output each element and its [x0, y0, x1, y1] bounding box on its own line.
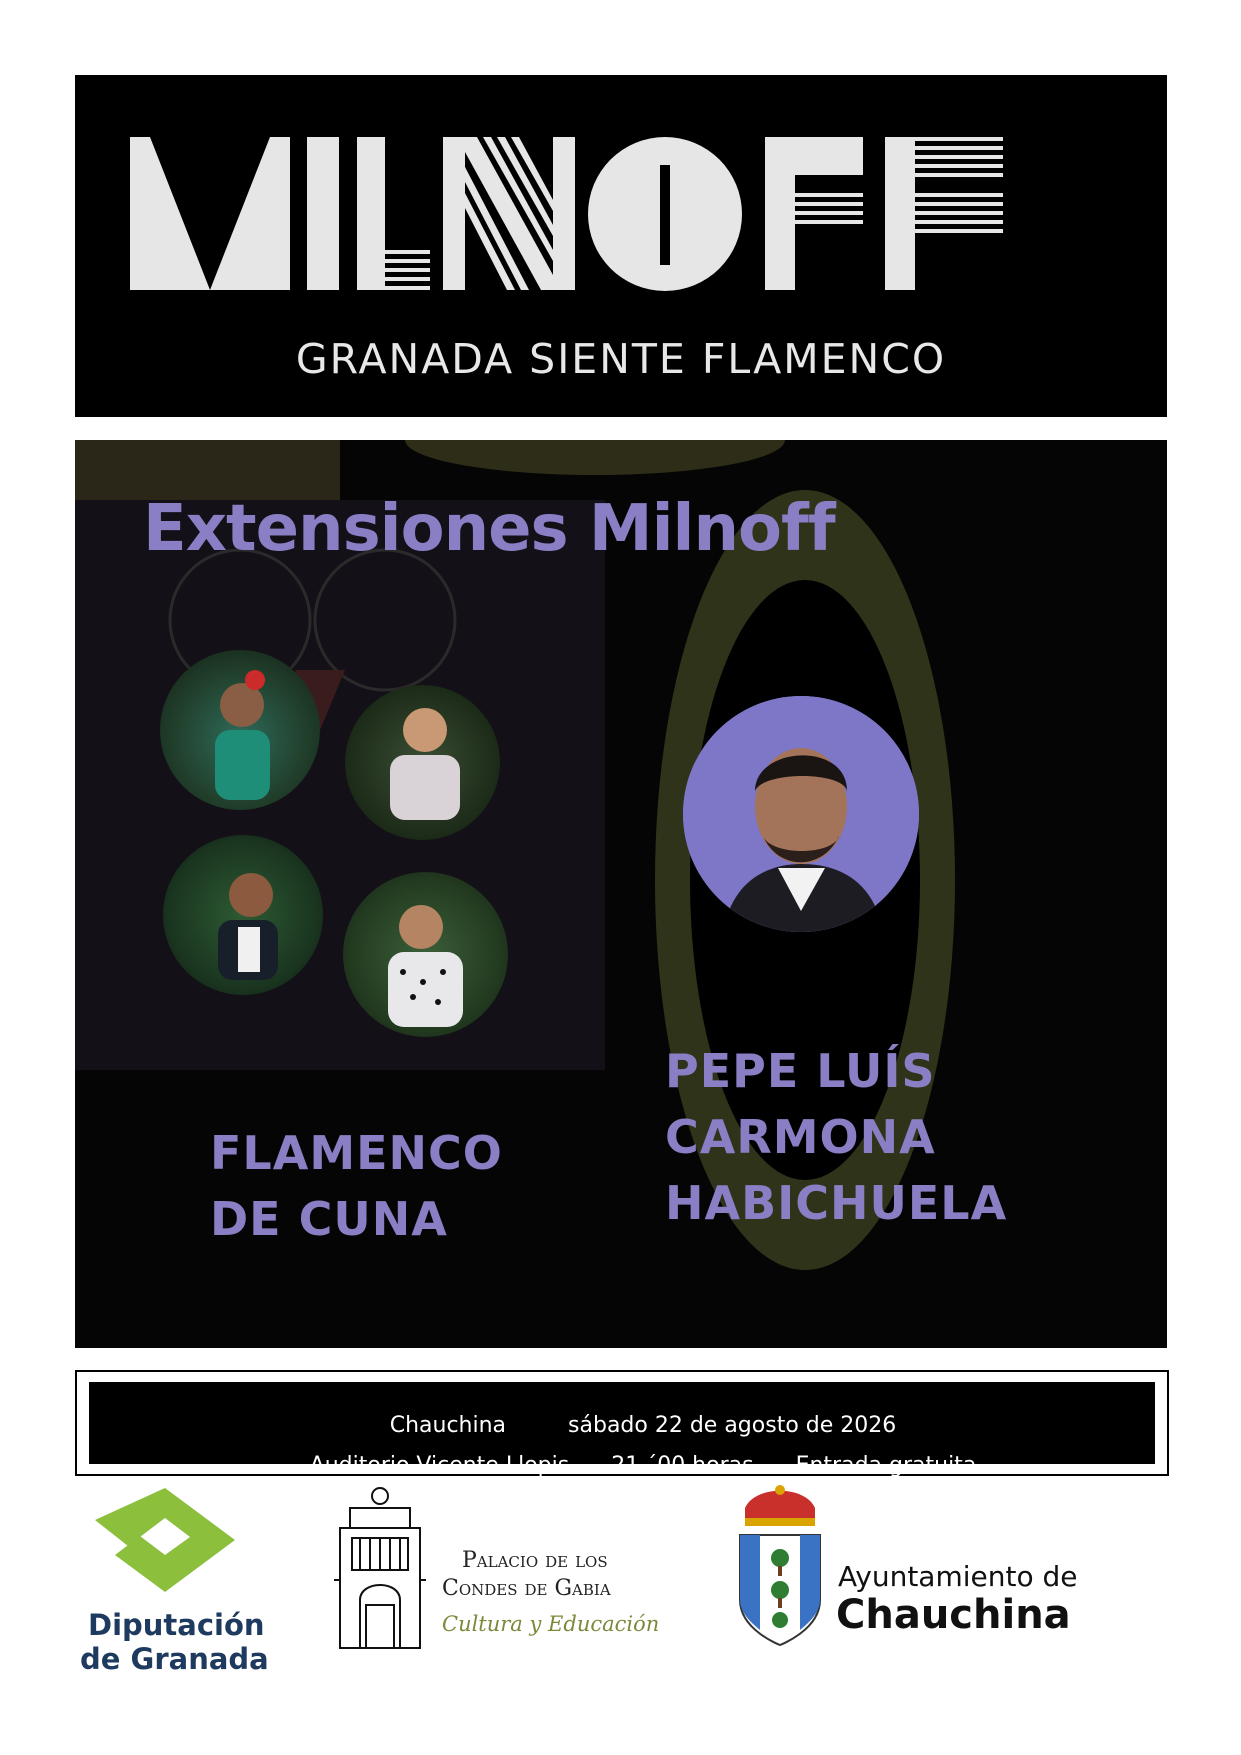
dark-panel: [75, 500, 605, 1070]
act2-line3: HABICHUELA: [665, 1176, 1008, 1230]
logo-letter-m: [130, 137, 290, 290]
palacio-building-icon: [330, 1480, 430, 1650]
palacio-line3: Cultura y Educación: [442, 1612, 660, 1636]
event-admission: Entrada gratuita: [795, 1453, 977, 1478]
diputacion-line2: de Granada: [80, 1642, 269, 1676]
logo-letter-n: [443, 137, 575, 290]
chauchina-coat-of-arms: [730, 1480, 830, 1650]
child-photo-4: [343, 872, 508, 1037]
child-photo-2: [345, 685, 500, 840]
event-time: 21 ´00 horas: [611, 1453, 754, 1478]
tagline: GRANADA SIENTE FLAMENCO: [295, 335, 947, 383]
artist-portrait: [683, 696, 919, 932]
poster-heading: Extensiones Milnoff: [143, 492, 835, 566]
act2-line1: PEPE LUÍS: [665, 1044, 936, 1098]
olive-corner: [75, 440, 340, 500]
event-venue: Auditorio Vicente Llopis: [309, 1453, 570, 1478]
palacio-line1: Palacio de los: [462, 1548, 608, 1573]
event-poster: [75, 440, 1167, 1348]
logo-letter-i: [307, 137, 339, 290]
act1-line1: FLAMENCO: [210, 1126, 503, 1180]
ayuntamiento-line2: Chauchina: [836, 1592, 1071, 1638]
diputacion-line1: Diputación: [88, 1608, 265, 1642]
child-photo-1: [160, 650, 320, 810]
event-info-box: [75, 1370, 1169, 1476]
logo-letter-f2: [885, 137, 1003, 290]
ayuntamiento-line1: Ayuntamiento de: [838, 1560, 1078, 1593]
logo-letter-l: [357, 137, 430, 290]
logo-letter-f1: [765, 137, 863, 290]
event-town: Chauchina: [389, 1413, 507, 1438]
diputacion-logo: [90, 1480, 250, 1600]
act1-line2: DE CUNA: [210, 1192, 448, 1246]
sponsor-footer: [0, 1480, 1241, 1750]
act2-line2: CARMONA: [665, 1110, 936, 1164]
child-photo-3: [163, 835, 323, 995]
logo-letter-o: [588, 137, 742, 291]
act2-name: [665, 1038, 1007, 1236]
palacio-line2: Condes de Gabia: [442, 1576, 611, 1601]
event-date: sábado 22 de agosto de 2026: [568, 1413, 897, 1438]
header-banner: [75, 75, 1167, 417]
act1-name: [210, 1120, 503, 1252]
event-info-panel: [89, 1382, 1155, 1478]
